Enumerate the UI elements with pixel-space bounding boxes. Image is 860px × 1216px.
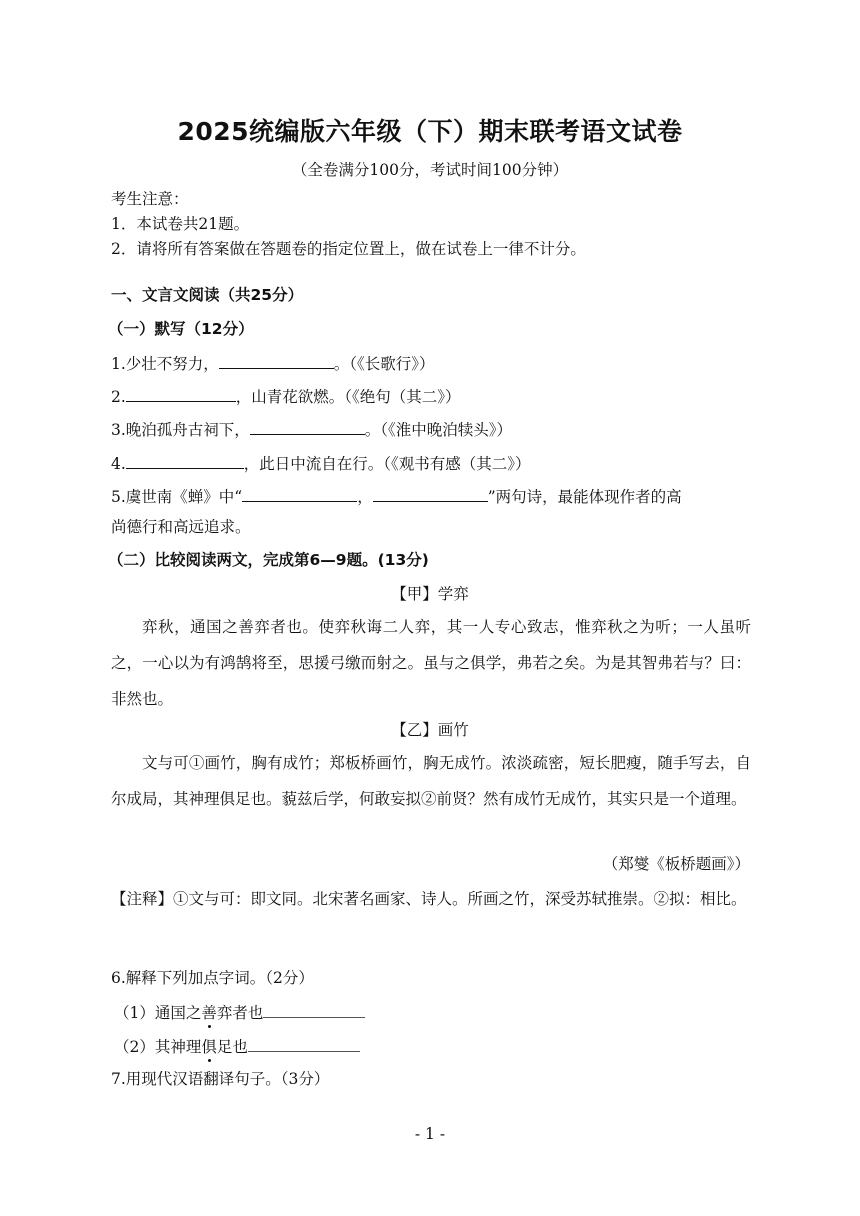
question-3 [111, 417, 512, 441]
question-5-comma: ， [357, 488, 373, 506]
section-heading: 一、文言文阅读（共25分） [111, 286, 304, 304]
notice-item-2: 2．请将所有答案做在答题卷的指定位置上，做在试卷上一律不计分。 [111, 240, 586, 258]
question-2 [111, 384, 461, 408]
question-1 [111, 351, 435, 375]
page-number: - 1 - [414, 1125, 446, 1143]
passage-a-title: 【甲】学弈 [391, 585, 469, 603]
answer-blank-2[interactable] [126, 384, 236, 402]
emphasis-dot-char: 善 [201, 1004, 217, 1022]
notice-item-1: 1．本试卷共21题。 [111, 215, 250, 233]
question-5-continuation: 尚德行和高远追求。 [111, 518, 251, 536]
answer-blank-6-1[interactable] [263, 1000, 365, 1018]
answer-blank-4[interactable] [126, 451, 244, 469]
question-6-stem: 6.解释下列加点字词。（2分） [111, 969, 314, 987]
question-6-item-2-before: （2）其神理 [114, 1038, 202, 1056]
question-6-item-2 [114, 1034, 360, 1058]
question-1-text: 1.少壮不努力， [111, 355, 219, 373]
question-6-item-1-before: （1）通国之 [114, 1004, 202, 1022]
question-7-stem: 7.用现代汉语翻译句子。（3分） [111, 1070, 330, 1088]
question-2-text: ，山青花欲燃。（《绝句（其二》） [235, 388, 461, 406]
question-6-item-1 [114, 1000, 365, 1024]
notice-heading: 考生注意： [111, 190, 189, 208]
question-6-item-2-after: 足也 [216, 1038, 248, 1056]
passage-b-title: 【乙】画竹 [391, 721, 469, 739]
part2-heading: （二）比较阅读两文，完成第6—9题。(13分) [108, 551, 429, 569]
question-5-text: 5.虞世南《蝉》中“ [111, 488, 243, 506]
answer-blank-5b[interactable] [373, 484, 488, 502]
answer-blank-5a[interactable] [242, 484, 357, 502]
question-2-number: 2. [111, 388, 126, 406]
annotation: 【注释】①文与可：即文同。北宋著名画家、诗人。所画之竹，深受苏轼推崇。②拟：相比。 [111, 890, 747, 908]
answer-blank-6-2[interactable] [248, 1034, 360, 1052]
passage-a-text: 弈秋，通国之善弈者也。使弈秋诲二人弈，其一人专心致志，惟弈秋之为听；一人虽听之，一心以为有鸿鹄将至，思援弓缴而射之。虽与之俱学，弗若之矣。为是其智弗若与？曰：非然也。 [111, 618, 751, 708]
answer-blank-1[interactable] [219, 351, 334, 369]
question-5-tail: ”两句诗，最能体现作者的高 [487, 488, 682, 506]
question-4-number: 4. [111, 455, 126, 473]
question-3-source: 。（《淮中晚泊犊头》） [364, 421, 513, 439]
question-3-text: 3.晚泊孤舟古祠下， [111, 421, 250, 439]
answer-blank-3[interactable] [250, 417, 365, 435]
question-1-source: 。（《长歌行》） [333, 355, 435, 373]
question-4 [111, 451, 531, 475]
passage-b-text: 文与可①画竹，胸有成竹；郑板桥画竹，胸无成竹。浓淡疏密，短长肥瘦，随手写去，自尔成局，其神理俱足也。藐兹后学，何敢妄拟②前贤？然有成竹无成竹，其实只是一个道理。 [111, 754, 751, 808]
question-6-item-1-after: 弈者也 [216, 1004, 264, 1022]
passage-b-source: （郑燮《板桥题画》） [602, 855, 750, 873]
part1-heading: （一）默写（12分） [108, 320, 254, 338]
question-5 [111, 484, 682, 508]
question-4-text: ，此日中流自在行。（《观书有感（其二》） [243, 455, 531, 473]
exam-subtitle: （全卷满分100分，考试时间100分钟） [291, 161, 569, 179]
exam-title: 2025统编版六年级（下）期末联考语文试卷 [177, 117, 683, 146]
emphasis-dot-char: 俱 [201, 1038, 217, 1056]
